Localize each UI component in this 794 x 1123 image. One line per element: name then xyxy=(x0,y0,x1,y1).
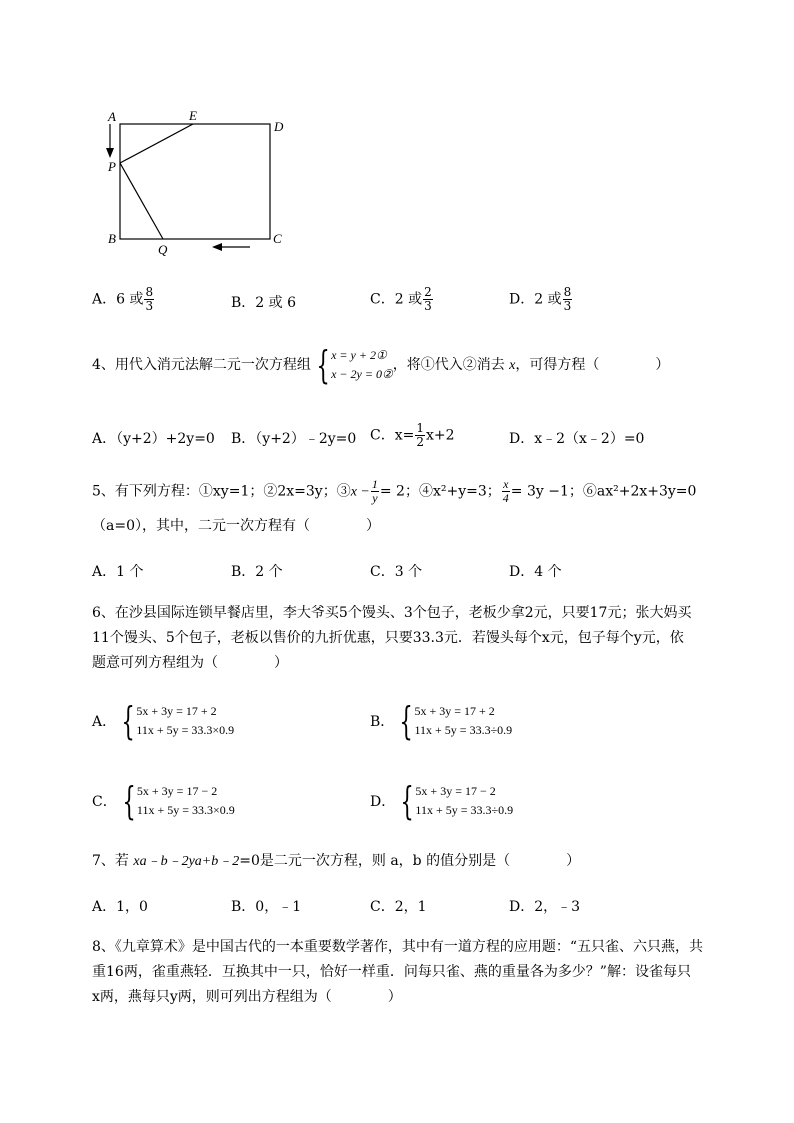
q5-option-a[interactable]: A．1 个 xyxy=(92,564,144,580)
q6-option-a[interactable]: A． { 5x + 3y = 17 + 2 11x + 5y = 33.3×0.9 xyxy=(92,699,235,743)
equation-system: 5x + 3y = 17 − 2 11x + 5y = 33.3÷0.9 xyxy=(415,784,514,817)
q3-option-d[interactable]: D．2 或 $\frac{8}{3}$ xyxy=(509,285,572,313)
segment-pe xyxy=(120,124,193,163)
q3-option-a[interactable]: A．6 或 $\frac{8}{3}$ xyxy=(92,285,154,313)
q6-option-d[interactable]: D． { 5x + 3y = 17 − 2 11x + 5y = 33.3÷0.9 xyxy=(370,779,514,823)
question-6-line-1: 6、在沙县国际连锁早餐店里，李大爷买5个馒头、3个包子，老板少拿2元，只要17元；张大妈买 xyxy=(92,605,692,621)
question-5-line-2: （a=0），其中，二元一次方程有（ ） xyxy=(92,518,380,534)
brace: { xyxy=(122,779,136,823)
equation-system: 5x + 3y = 17 + 2 11x + 5y = 33.3÷0.9 xyxy=(414,704,513,737)
rectangle-figure xyxy=(100,104,300,260)
question-5-line-1: 5、有下列方程：①xy=1；②2x=3y；③x − $\frac{1}{y}$ = 2；④x²+y=3； $\frac{x}{4}$ = 3y −1；⑥ax²+2x+3y=0 xyxy=(92,477,697,505)
label-c: C xyxy=(273,231,282,246)
q7-option-c[interactable]: C．2，1 xyxy=(370,899,427,915)
equation-expression: xa﹣b﹣2ya+b﹣2 xyxy=(133,854,240,869)
fraction: $\frac{2}{3}$ xyxy=(424,285,432,313)
q7-option-d[interactable]: D．2，﹣3 xyxy=(509,899,581,915)
label-b: B xyxy=(108,231,116,246)
q5-option-b[interactable]: B．2 个 xyxy=(231,564,283,580)
question-8-line-2: 重16两，雀重燕轻．互换其中一只，恰好一样重．问每只雀、燕的重量各为多少？”解：设雀每只 xyxy=(92,964,691,980)
fraction: $\frac{1}{2}$ xyxy=(416,421,424,449)
question-7: 7、若 xa﹣b﹣2ya+b﹣2=0是二元一次方程，则 a，b 的值分别是（ ） xyxy=(92,853,581,869)
q6-option-b[interactable]: B． { 5x + 3y = 17 + 2 11x + 5y = 33.3÷0.9 xyxy=(370,699,513,743)
brace: { xyxy=(399,699,414,743)
rectangle-abcd xyxy=(120,124,270,239)
q5-option-c[interactable]: C．3 个 xyxy=(370,564,423,580)
label-d: D xyxy=(274,119,284,134)
arrow-down-icon xyxy=(106,148,114,158)
q3-option-c[interactable]: C．2 或 $\frac{2}{3}$ xyxy=(370,285,432,313)
arrow-left-icon xyxy=(212,243,222,251)
question-8-line-3: x两，燕每只y两，则可列出方程组为（ ） xyxy=(92,989,402,1005)
q3-option-b[interactable]: B．2 或 6 xyxy=(231,295,297,311)
equation-system: 5x + 3y = 17 − 2 11x + 5y = 33.3×0.9 xyxy=(136,784,235,817)
brace: { xyxy=(316,343,330,387)
label-a: A xyxy=(108,109,116,124)
label-q: Q xyxy=(158,242,168,257)
q4-option-b[interactable]: B．（y+2）﹣2y=0 xyxy=(231,431,357,447)
q4-option-d[interactable]: D．x﹣2（x﹣2）=0 xyxy=(509,431,645,447)
label-p: P xyxy=(108,159,116,174)
brace: { xyxy=(400,779,414,823)
question-6-line-2: 11个馒头、5个包子，老板以售价的九折优惠，只要33.3元．若馒头每个x元，包子每个y元，依 xyxy=(92,630,684,646)
fraction: $\frac{x}{4}$ xyxy=(502,477,509,505)
label-e: E xyxy=(189,108,197,123)
q5-option-d[interactable]: D．4 个 xyxy=(509,564,562,580)
equation-system: x = y + 2① x − 2y = 0② xyxy=(331,348,393,381)
question-8-line-1: 8、《九章算术》是中国古代的一本重要数学著作，其中有一道方程的应用题：“五只雀、六只燕，共 xyxy=(92,939,704,955)
q4-option-a[interactable]: A．（y+2）+2y=0 xyxy=(92,431,215,447)
question-4: 4、用代入消元法解二元一次方程组 { x = y + 2① x − 2y = 0② ，将①代入②消去 x，可得方程（ ） xyxy=(92,343,670,387)
equation-system: 5x + 3y = 17 + 2 11x + 5y = 33.3×0.9 xyxy=(136,704,235,737)
q6-option-c[interactable]: C． { 5x + 3y = 17 − 2 11x + 5y = 33.3×0.9 xyxy=(92,779,235,823)
q7-option-b[interactable]: B．0，﹣1 xyxy=(231,899,302,915)
fraction: $\frac{8}{3}$ xyxy=(145,285,154,313)
fraction: $\frac{8}{3}$ xyxy=(563,285,572,313)
fraction: $\frac{1}{y}$ xyxy=(371,477,378,505)
segment-pq xyxy=(120,163,163,239)
q4-option-c[interactable]: C．x= $\frac{1}{2}$ x+2 xyxy=(370,421,455,449)
question-6-line-3: 题意可列方程组为（ ） xyxy=(92,655,288,671)
brace: { xyxy=(121,699,135,743)
q7-option-a[interactable]: A．1，0 xyxy=(92,899,148,915)
